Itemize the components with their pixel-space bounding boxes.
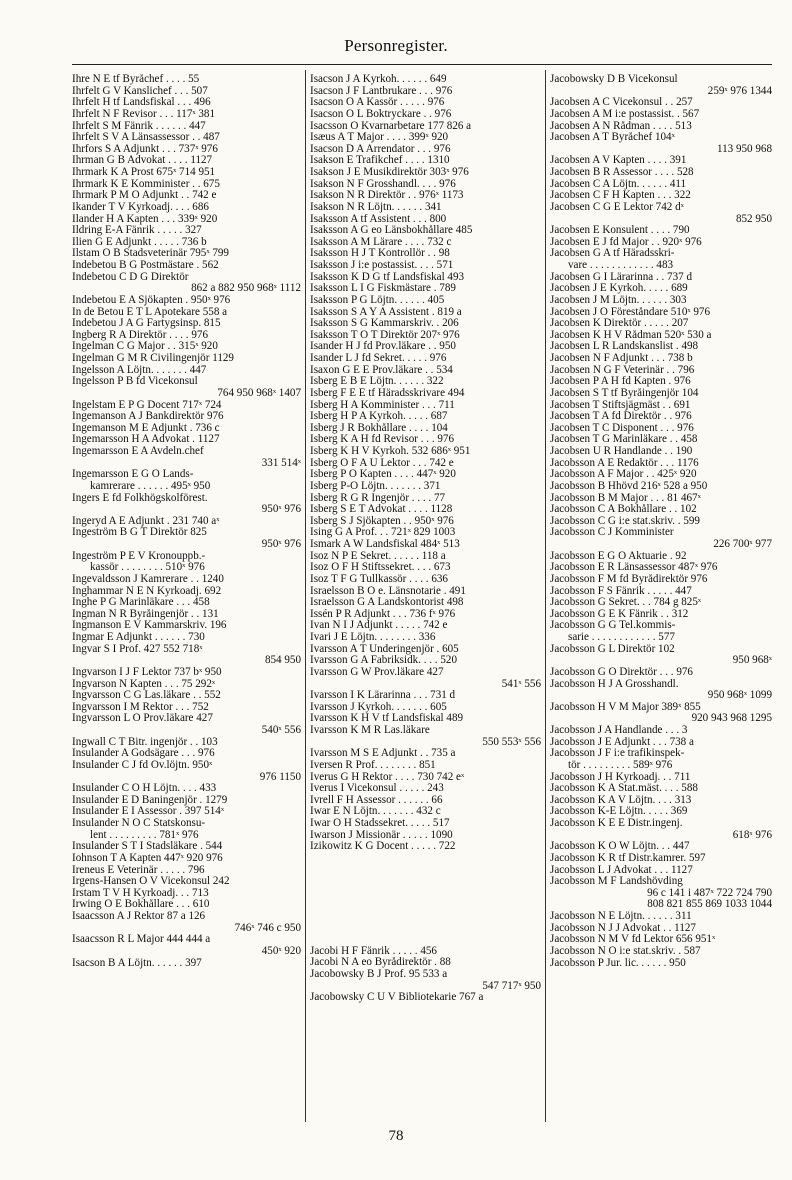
index-entry: Ingers E fd Folkhögskolförest. <box>72 492 208 504</box>
header-rule <box>72 64 772 65</box>
column-divider <box>545 70 546 1122</box>
index-entry: Ingemanson A J Bankdirektör 976 <box>72 411 224 423</box>
index-entry: kassör . . . . . . . . 510ˣ 976 <box>90 562 205 574</box>
index-entry: Ingwall C T Bitr. ingenjör . . 103 <box>72 736 218 748</box>
index-entry: Isaksson K D G tf Landsfiskal 493 <box>310 271 465 283</box>
index-entry: Isberg S J Sjökapten . . 950ˣ 976 <box>310 515 454 527</box>
index-entry: Jacobsen E J fd Major . . 920ˣ 976 <box>550 236 702 248</box>
index-entry: Indebetou E A Sjökapten . 950ˣ 976 <box>72 294 231 306</box>
index-entry: Jacobsson G L Direktör 102 <box>550 643 675 655</box>
index-entry <box>310 899 541 911</box>
index-entry: Jacobsson C J Komminister <box>550 527 674 539</box>
index-entry: Insulander C O H Löjtn. . . . 433 <box>72 783 217 795</box>
index-entry: sarie . . . . . . . . . . . . 577 <box>568 632 675 643</box>
index-entry: Ingberg R A Direktör . . . . 976 <box>72 329 208 341</box>
index-entry: 920 943 968 1295 <box>691 713 772 725</box>
index-entry: Jacobsen S T tf Byråingenjör 104 <box>550 387 699 399</box>
index-entry: Jacobsson K O W Löjtn. . . 447 <box>550 841 690 853</box>
index-entry: Ivarsson G A Fabriksidk. . . . 520 <box>310 655 457 667</box>
index-entry: Isander H J fd Prov.läkare . . 950 <box>310 341 456 353</box>
index-entry: 808 821 855 869 1033 1044 <box>647 899 772 911</box>
index-entry: Jacobsson J H Kyrkoadj. . . 711 <box>550 771 691 783</box>
index-entry: Ihrmark K A Prost 675ˣ 714 951 <box>72 167 216 178</box>
index-entry: Jacobsson G Sekret. . . 784 g 825ˣ <box>550 597 702 609</box>
index-entry <box>310 911 541 923</box>
index-entry: Jacobsson K E E Distr.ingenj. <box>550 818 683 829</box>
index-entry <box>310 923 541 935</box>
index-entry: Ising G A Prof. . . 721ˣ 829 1003 <box>310 527 456 539</box>
index-entry: Jacobsson J E Adjunkt . . . 738 a <box>550 736 694 748</box>
index-entry: Ihrmark P M O Adjunkt . . 742 e <box>72 190 217 202</box>
index-entry: Isoz N P E Sekret. . . . . . 118 a <box>310 550 446 562</box>
index-entry: vare . . . . . . . . . . . . 483 <box>568 260 674 271</box>
index-entry: Insulander E D Baningenjör . 1279 <box>72 794 228 806</box>
index-entry: 540ˣ 556 <box>261 725 301 736</box>
index-entry: Ildring E-A Fänrik . . . . . 327 <box>72 225 202 237</box>
index-entry: Insulander E I Assessor . 397 514ˣ <box>72 806 225 818</box>
index-entry: 950ˣ 976 <box>261 539 301 550</box>
index-entry: Isberg S E T Advokat . . . . 1128 <box>310 504 453 516</box>
index-entry: Jacobsson B Hhövd 216ˣ 528 a 950 <box>550 480 708 492</box>
index-entry: Isaksson S A Y A Assistent . 819 a <box>310 306 462 318</box>
index-entry: 547 717ˣ 950 <box>482 980 541 992</box>
page-title: Personregister. <box>344 36 448 55</box>
index-entry: 764 950 968ˣ 1407 <box>217 387 301 399</box>
index-entry: Jacobsson H J A Grosshandl. <box>550 678 679 690</box>
index-entry: Indebetou C D G Direktör <box>72 271 189 283</box>
index-entry: Isaksson L I G Fiskmästare . 789 <box>310 283 456 295</box>
index-entry <box>310 876 541 888</box>
index-entry: Jacobsen U R Handlande . . 190 <box>550 446 693 457</box>
index-entry: Irwing O E Bokhållare . . . 610 <box>72 899 210 911</box>
page-number: 78 <box>388 1128 404 1144</box>
index-entry: Isaacsson R L Major 444 444 a <box>72 934 211 946</box>
index-entry: Ihrman G B Advokat . . . . 1127 <box>72 155 213 167</box>
index-entry: Ingemanson M E Adjunkt . 736 c <box>72 422 220 434</box>
index-entry: Jacobsen N F Adjunkt . . . 738 b <box>550 353 693 364</box>
index-entry: Iversen R Prof. . . . . . . . 851 <box>310 759 436 771</box>
index-entry: Iverus G H Rektor . . . . 730 742 eˣ <box>310 771 465 783</box>
index-entry: Izikowitz K G Docent . . . . . 722 <box>310 841 456 853</box>
index-entry: Jacobsen B R Assessor . . . . 528 <box>550 167 694 178</box>
index-entry: Ingvarsson C G Las.läkare . . 552 <box>72 690 221 702</box>
index-entry: 950 968ˣ 1099 <box>707 690 772 702</box>
index-entry: Isaksson S G Kammarskriv. . 206 <box>310 318 459 330</box>
index-entry: Isacson J F Lantbrukare . . . 976 <box>310 85 453 97</box>
index-entry: Isacson O L Boktryckare . . 976 <box>310 108 452 120</box>
index-entry: Jacobsen K Direktör . . . . . 207 <box>550 318 689 330</box>
index-entry: Isakson J E Musikdirektör 303ˣ 976 <box>310 167 469 178</box>
index-entry: Jacobsson G G Tel.kommis- <box>550 620 676 632</box>
index-entry: Jacobsen T G Marinläkare . . 458 <box>550 434 698 446</box>
index-entry: 950 968ˣ <box>732 655 772 667</box>
index-entry: Insulander S T I Stadsläkare . 544 <box>72 841 223 853</box>
index-entry: Ivarsson G W Prov.läkare 427 <box>310 666 444 678</box>
index-entry: Isacsson O Kvarnarbetare 177 826 a <box>310 120 472 132</box>
index-entry: Ihrfelt S M Fänrik . . . . . . 447 <box>72 120 206 132</box>
index-entry: kamrerare . . . . . . 495ˣ 950 <box>90 480 211 492</box>
index-entry: Jacobsson K A Stat.mäst. . . . 588 <box>550 783 698 795</box>
index-entry: Jacobsson J A Handlande . . . 3 <box>550 725 688 736</box>
index-entry: Ingeström B G T Direktör 825 <box>72 527 207 539</box>
index-entry: Ismark A W Landsfiskal 484ˣ 513 <box>310 539 460 550</box>
index-entry: 96 c 141 i 487ˣ 722 724 790 <box>647 887 772 899</box>
index-entry: Isoz T F G Tullkassör . . . . 636 <box>310 573 448 585</box>
index-entry: Isaxon G E E Prov.läkare . . 534 <box>310 364 453 376</box>
index-entry: Ihrfelt S V A Länsassessor . . 487 <box>72 132 220 144</box>
index-entry: Ilander H A Kapten . . . 339ˣ 920 <box>72 213 218 225</box>
index-entry: Ingelsson P B fd Vicekonsul <box>72 376 198 388</box>
index-entry: Jacobsen C A Löjtn. . . . . . 411 <box>550 178 687 190</box>
index-entry: Inghammar N E N Kyrkoadj. 692 <box>72 585 222 597</box>
index-entry: Jacobsson P Jur. lic. . . . . . 950 <box>550 957 686 969</box>
index-entry: Isberg O F A U Lektor . . . 742 e <box>310 457 454 469</box>
index-entry: Jacobsen J O Föreståndare 510ˣ 976 <box>550 306 711 318</box>
index-entry: 746ˣ 746 c 950 <box>234 922 301 934</box>
index-entry: Jacobsen A C Vicekonsul . . 257 <box>550 97 693 109</box>
index-entry: Ilien G E Adjunkt . . . . . 736 b <box>72 236 207 248</box>
index-entry: Jacobsson N J J Advokat . . 1127 <box>550 922 696 934</box>
index-entry: 113 950 968 <box>716 143 772 155</box>
index-entry: Jacobsson E G O Aktuarie . 92 <box>550 550 687 562</box>
index-entry <box>310 864 541 876</box>
index-entry: Isberg R G R Ingenjör . . . . 77 <box>310 492 446 504</box>
index-entry: Jacobsson F S Fänrik . . . . . 447 <box>550 585 692 597</box>
index-entry: 550 553ˣ 556 <box>482 736 541 748</box>
index-entry: Insulander C J fd Öv.löjtn. 950ˣ <box>72 759 213 771</box>
index-entry: Isoz O F H Stiftssekret. . . . 673 <box>310 562 451 574</box>
index-entry: Isaksson P G Löjtn. . . . . . 405 <box>310 294 445 306</box>
index-entry: Jacobowsky D B Vicekonsul <box>550 74 678 85</box>
column-divider <box>305 70 306 1122</box>
index-entry: Jacobsen E Konsulent . . . . 790 <box>550 225 690 237</box>
index-entry: Ihrfelt G V Kanslichef . . . 507 <box>72 85 208 97</box>
index-entry: Jacobsen J M Löjtn. . . . . . 303 <box>550 294 687 306</box>
index-entry: 450ˣ 920 <box>261 945 301 957</box>
index-entry: Jacobsen T A fd Direktör . . 976 <box>550 411 692 423</box>
index-entry: Jacobsson M F Landshövding <box>550 876 683 888</box>
index-entry: Ingelstam E P G Docent 717ˣ 724 <box>72 399 222 411</box>
index-entry: Isakson N F Grosshandl. . . . 976 <box>310 178 456 190</box>
index-entry: Ihrfelt N F Revisor . . . 117ˣ 381 <box>72 108 215 120</box>
index-entry: Jacobsson A F Major . . 425ˣ 920 <box>550 469 697 481</box>
index-entry: 259ˣ 976 1344 <box>707 85 772 97</box>
index-entry: 852 950 <box>735 213 772 225</box>
index-entry: Ingemarsson E G O Lands- <box>72 469 194 481</box>
index-entry: Iverus I Vicekonsul . . . . . 243 <box>310 783 444 795</box>
index-entry: Jacobsen A N Rådman . . . . 513 <box>550 120 692 132</box>
index-entry: Jacobsson F M fd Byrådirektör 976 <box>550 573 708 585</box>
index-entry: Ihrmark K E Komminister . . 675 <box>72 178 220 190</box>
index-entry: Isaksson H J T Kontrollör . . 98 <box>310 248 450 260</box>
index-entry: Isakson N R Direktör . . 976ˣ 1173 <box>310 190 464 202</box>
index-entry: Indebetou J A G Fartygsinsp. 815 <box>72 318 221 330</box>
index-entry: Jacobsson K R tf Distr.kamrer. 597 <box>550 852 706 864</box>
index-entry: Ingvar S I Prof. 427 552 718ˣ <box>72 643 203 655</box>
index-entry: Isberg J R Bokhållare . . . . 104 <box>310 422 448 434</box>
index-entry: Isberg P O Kapten . . . . 447ˣ 920 <box>310 469 456 481</box>
index-entry: Jacobsen G I Lärarinna . . 737 d <box>550 271 693 283</box>
index-entry: Ivari J E Löjtn. . . . . . . . 336 <box>310 632 436 643</box>
index-entry: Isberg H A Komminister . . . 711 <box>310 399 455 411</box>
index-entry <box>310 853 541 865</box>
index-entry: Isaksson J i:e postassist. . . . 571 <box>310 260 454 271</box>
index-entry: Jacobsson A E Redaktör . . . 1176 <box>550 457 699 469</box>
index-entry: Jacobsson H V M Major 389ˣ 855 <box>550 701 701 713</box>
index-entry: Ingelsson A Löjtn. . . . . . . 447 <box>72 364 207 376</box>
index-entry: Iohnson T A Kapten 447ˣ 920 976 <box>72 852 223 864</box>
index-entry: Jacobsson N O i:e stat.skriv. . 587 <box>550 945 701 957</box>
index-entry: Ingemarsson E A Avdeln.chef <box>72 446 204 457</box>
index-entry: In de Betou E T L Apotekare 558 a <box>72 306 228 318</box>
index-entry: Ivarsson K H V tf Landsfiskal 489 <box>310 713 464 725</box>
index-entry: Jacobsson K-E Löjtn. . . . . 369 <box>550 806 688 818</box>
index-entry: Jacobsen T C Disponent . . . 976 <box>550 422 694 434</box>
index-entry: Jacobowsky C U V Bibliotekarie 767 a <box>310 992 484 1004</box>
index-entry: Jacobsson L J Advokat . . . 1127 <box>550 864 693 876</box>
index-entry: lent . . . . . . . . . 781ˣ 976 <box>90 829 199 841</box>
index-entry: Jacobsson K A V Löjtn. . . . 313 <box>550 794 692 806</box>
index-entry: Ivarsson I K Lärarinna . . . 731 d <box>310 690 456 702</box>
index-entry: Jacobsson N M V fd Lektor 656 951ˣ <box>550 934 716 946</box>
index-entry: Ingevaldsson J Kamrerare . . 1240 <box>72 573 224 585</box>
index-entry: Isberg K H V Kyrkoh. 532 686ˣ 951 <box>310 446 471 457</box>
index-entry: Iwarson J Missionär . . . . . 1090 <box>310 829 453 841</box>
index-entry: Ihre N E tf Byråchef . . . . 55 <box>72 74 200 85</box>
index-entry: Ivarsson M S E Adjunkt . . 735 a <box>310 748 456 760</box>
index-entry: Ingelman G M R Civilingenjör 1129 <box>72 353 234 364</box>
index-entry: Jacobsen N G F Veterinär . . 796 <box>550 364 695 376</box>
index-entry: Jacobsen A M i:e postassist. . 567 <box>550 108 700 120</box>
index-entry: Ingvarson I J F Lektor 737 bˣ 950 <box>72 666 222 678</box>
index-entry: Ireneus E Veterinär . . . . . 796 <box>72 864 205 876</box>
index-entry: Indebetou B G Postmästare . 562 <box>72 260 219 271</box>
index-entry: Ingelman C G Major . . 315ˣ 920 <box>72 341 218 353</box>
index-column-2 <box>310 74 541 1004</box>
index-entry <box>310 934 541 946</box>
index-entry: Ivarsson A T Underingenjör . 605 <box>310 643 459 655</box>
index-entry: Isberg F E E tf Häradsskrivare 494 <box>310 387 465 399</box>
index-entry: Jacobsen T Stiftsjägmäst . . 691 <box>550 399 691 411</box>
index-entry: Ingeryd A E Adjunkt . 231 740 aˣ <box>72 515 220 527</box>
index-entry: Isacson D A Arrendator . . . 976 <box>310 143 451 155</box>
index-entry: Isander L J fd Sekret. . . . . 976 <box>310 353 447 364</box>
index-entry: Jacobsen P A H fd Kapten . 976 <box>550 376 691 388</box>
index-entry: Ingman N R Byråingenjör . . 131 <box>72 608 219 620</box>
index-entry: Ingvarsson L O Prov.läkare 427 <box>72 713 213 725</box>
index-entry: Jacobi N A eo Byrådirektör . 88 <box>310 957 451 969</box>
index-entry: Jacobsen A T Byråchef 104ˣ <box>550 132 675 144</box>
index-entry: Ihrfelt H tf Landsfiskal . . . 496 <box>72 97 211 109</box>
index-entry: Isaksson A M Lärare . . . . 732 c <box>310 236 452 248</box>
index-entry: Isaksson A tf Assistent . . . 800 <box>310 213 447 225</box>
index-entry: Jacobsson G O Direktör . . . 976 <box>550 666 693 678</box>
index-entry: 618ˣ 976 <box>732 829 772 841</box>
index-entry: Iwar E N Löjtn. . . . . . . 432 c <box>310 806 441 818</box>
index-entry: Israelsson B O e. Länsnotarie . 491 <box>310 585 466 597</box>
index-entry: Isacson J A Kyrkoh. . . . . . 649 <box>310 74 447 85</box>
index-entry: Jacobsson C A Bokhållare . . 102 <box>550 504 697 516</box>
index-entry: 541ˣ 556 <box>501 678 541 690</box>
index-entry: Jacobsen K H V Rådman 520ˣ 530 a <box>550 329 712 341</box>
index-entry: 331 514ˣ <box>261 457 301 469</box>
index-entry: Isaacsson A J Rektor 87 a 126 <box>72 911 206 922</box>
index-entry: Jacobsen J E Kyrkoh. . . . . 689 <box>550 283 688 295</box>
index-entry: Ivan N I J Adjunkt . . . . . 742 e <box>310 620 448 632</box>
index-entry: Israelsson G A Landskontorist 498 <box>310 597 464 609</box>
index-entry: 950ˣ 976 <box>261 504 301 516</box>
index-entry: Isakson N R Löjtn. . . . . . 341 <box>310 201 442 213</box>
index-entry: Jacobsen A V Kapten . . . . 391 <box>550 155 687 167</box>
index-entry: Jacobowsky B J Prof. 95 533 a <box>310 969 448 980</box>
index-entry: Irgens-Hansen O V Vicekonsul 242 <box>72 876 230 888</box>
index-entry: Jacobsson E R Länsassessor 487ˣ 976 <box>550 562 718 574</box>
index-entry: Isberg H P A Kyrkoh. . . . . 687 <box>310 411 448 423</box>
index-entry: Issén P R Adjunkt . . . 736 fˣ 976 <box>310 608 456 620</box>
index-entry: Inghe P G Marinläkare . . . 458 <box>72 597 210 609</box>
index-entry: Jacobsson G E K Fänrik . . 312 <box>550 608 689 620</box>
index-entry: Isæus A T Major . . . . 399ˣ 920 <box>310 132 449 144</box>
index-entry: Ikander T V Kyrkoadj. . . . 686 <box>72 201 209 213</box>
index-entry: Ivrell F H Assessor . . . . . . 66 <box>310 794 443 806</box>
index-column-3 <box>550 74 772 969</box>
index-entry: Ingvarsson I M Rektor . . . 752 <box>72 701 209 713</box>
index-entry: Jacobsen C F H Kapten . . . 322 <box>550 190 691 202</box>
index-entry: Ihrfors S A Adjunkt . . . 737ˣ 976 <box>72 143 218 155</box>
index-entry: Jacobsen G A tf Häradsskri- <box>550 248 675 260</box>
index-entry: 226 700ˣ 977 <box>713 539 772 550</box>
index-entry: Ivarsson K M R Las.läkare <box>310 725 430 736</box>
index-entry: Ingmar E Adjunkt . . . . . . 730 <box>72 632 205 643</box>
index-entry: Isaksson T O T Direktör 207ˣ 976 <box>310 329 460 341</box>
index-entry: Isberg E B E Löjtn. . . . . . 322 <box>310 376 444 388</box>
index-entry: Isaksson A G eo Länsbokhållare 485 <box>310 225 473 237</box>
index-entry: Ingeström P E V Kronouppb.- <box>72 550 206 562</box>
index-entry: Isberg K A H fd Revisor . . . 976 <box>310 434 455 446</box>
index-entry: Irstam T V H Kyrkoadj. . . 713 <box>72 887 209 899</box>
index-entry: Jacobsson C G i:e stat.skriv. . 599 <box>550 515 700 527</box>
index-entry: Jacobsson B M Major . . . 81 467ˣ <box>550 492 701 504</box>
index-entry: tör . . . . . . . . . 589ˣ 976 <box>568 759 673 771</box>
index-entry: Ilstam O B Stadsveterinär 795ˣ 799 <box>72 248 229 260</box>
index-entry: 862 a 882 950 968ˣ 1112 <box>191 283 301 295</box>
index-entry: Ingvarson N Kapten . . . 75 292ˣ <box>72 678 216 690</box>
index-entry: Isacson O A Kassör . . . . . 976 <box>310 97 445 109</box>
index-entry: Jacobsson J F i:e trafikinspek- <box>550 748 685 760</box>
index-entry <box>310 888 541 900</box>
index-entry: 976 1150 <box>259 771 301 783</box>
index-entry: 854 950 <box>264 655 301 667</box>
index-entry: Insulander A Godsägare . . . 976 <box>72 748 215 760</box>
index-entry: Ivarsson J Kyrkoh. . . . . . . 605 <box>310 701 447 713</box>
index-entry: Ingemarsson H A Advokat . 1127 <box>72 434 220 446</box>
index-column-1 <box>72 74 301 969</box>
index-entry: Jacobsen C G E Lektor 742 dˣ <box>550 201 684 213</box>
index-entry: Isacson B A Löjtn. . . . . . 397 <box>72 957 202 969</box>
index-entry: Jacobsson N E Löjtn. . . . . . 311 <box>550 911 692 922</box>
index-entry: Iwar O H Stadssekret. . . . . 517 <box>310 818 450 829</box>
index-entry: Jacobi H F Fänrik . . . . . 456 <box>310 945 437 957</box>
index-entry: Isberg P-O Löjtn. . . . . . . 371 <box>310 480 441 492</box>
index-entry: Insulander N O C Statskonsu- <box>72 818 206 829</box>
index-entry: Ingmanson E V Kammarskriv. 196 <box>72 620 227 632</box>
index-entry: Isakson E Trafikchef . . . . 1310 <box>310 155 450 167</box>
index-entry: Jacobsen L R Landskanslist . 498 <box>550 341 699 353</box>
